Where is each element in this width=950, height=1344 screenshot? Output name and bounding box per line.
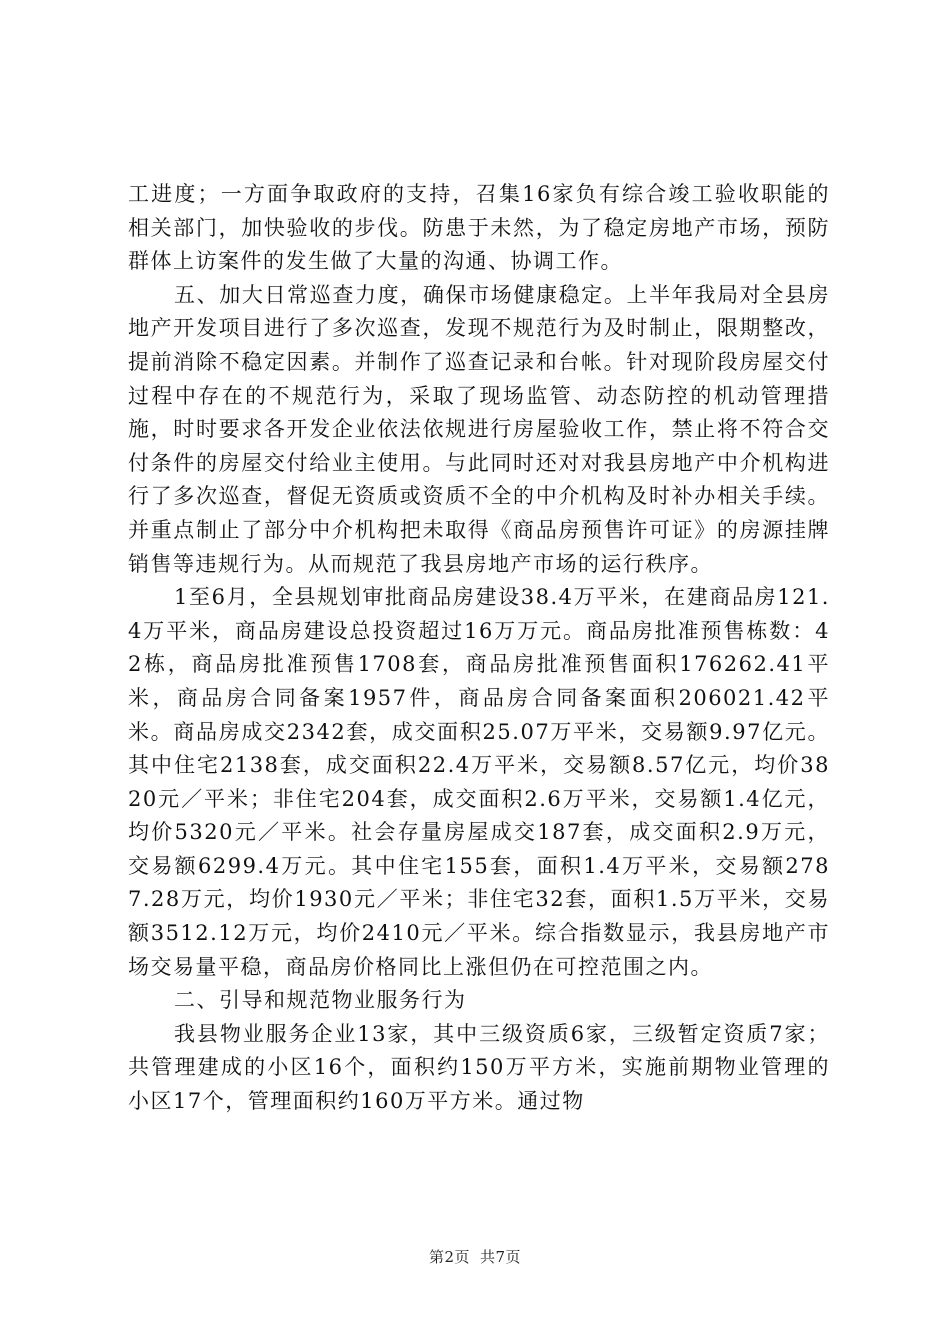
paragraph-statistics: 1至6月，全县规划审批商品房建设38.4万平米，在建商品房121.4万平米，商品房建设总投资超过16万万元。商品房批准预售栋数：42栋，商品房批准预售1708套，商品房批准预售面积176262.41平米，商品房合同备案1957件，商品房合同备案面积206021.42平米。商品房成交2342套，成交面积25.07万平米，交易额9.97亿元。其中住宅2138套，成交面积22.4万平米，交易额8.57亿元，均价3820元／平米；非住宅204套，成交面积2.6万平米，交易额1.4亿元，均价5320元／平米。社会存量房屋成交187套，成交面积2.9万元，交易额6299.4万元。其中住宅155套，面积1.4万平米，交易额2787.28万元，均价1930元／平米；非住宅32套，面积1.5万平米，交易额3512.12万元，均价2410元／平米。综合指数显示，我县房地产市场交易量平稳，商品房价格同比上涨但仍在可控范围之内。 [128, 585, 830, 979]
paragraph-property-services: 我县物业服务企业13家，其中三级资质6家，三级暂定资质7家；共管理建成的小区16个，面积约150万平方米，实施前期物业管理的小区17个，管理面积约160万平方米。通过物 [128, 1021, 830, 1114]
section-heading-property-services: 二、引导和规范物业服务行为 [174, 988, 467, 1013]
page-number: 第2页 [428, 1248, 470, 1266]
page-footer [0, 1246, 950, 1267]
paragraph-inspection: 五、加大日常巡查力度，确保市场健康稳定。上半年我局对全县房地产开发项目进行了多次巡查，发现不规范行为及时制止，限期整改，提前消除不稳定因素。并制作了巡查记录和台帐。针对现阶段房屋交付过程中存在的不规范行为，采取了现场监管、动态防控的机动管理措施，时时要求各开发企业依法依规进行房屋验收工作，禁止将不符合交付条件的房屋交付给业主使用。与此同时还对对我县房地产中介机构进行了多次巡查，督促无资质或资质不全的中介机构及时补办相关手续。并重点制止了部分中介机构把未取得《商品房预售许可证》的房源挂牌销售等违规行为。从而规范了我县房地产市场的运行秩序。 [128, 282, 830, 576]
document-body [128, 178, 830, 1119]
page-total: 共7页 [480, 1248, 522, 1266]
paragraph-continuation: 工进度；一方面争取政府的支持，召集16家负有综合竣工验收职能的相关部门，加快验收的步伐。防患于未然，为了稳定房地产市场，预防群体上访案件的发生做了大量的沟通、协调工作。 [128, 182, 830, 274]
